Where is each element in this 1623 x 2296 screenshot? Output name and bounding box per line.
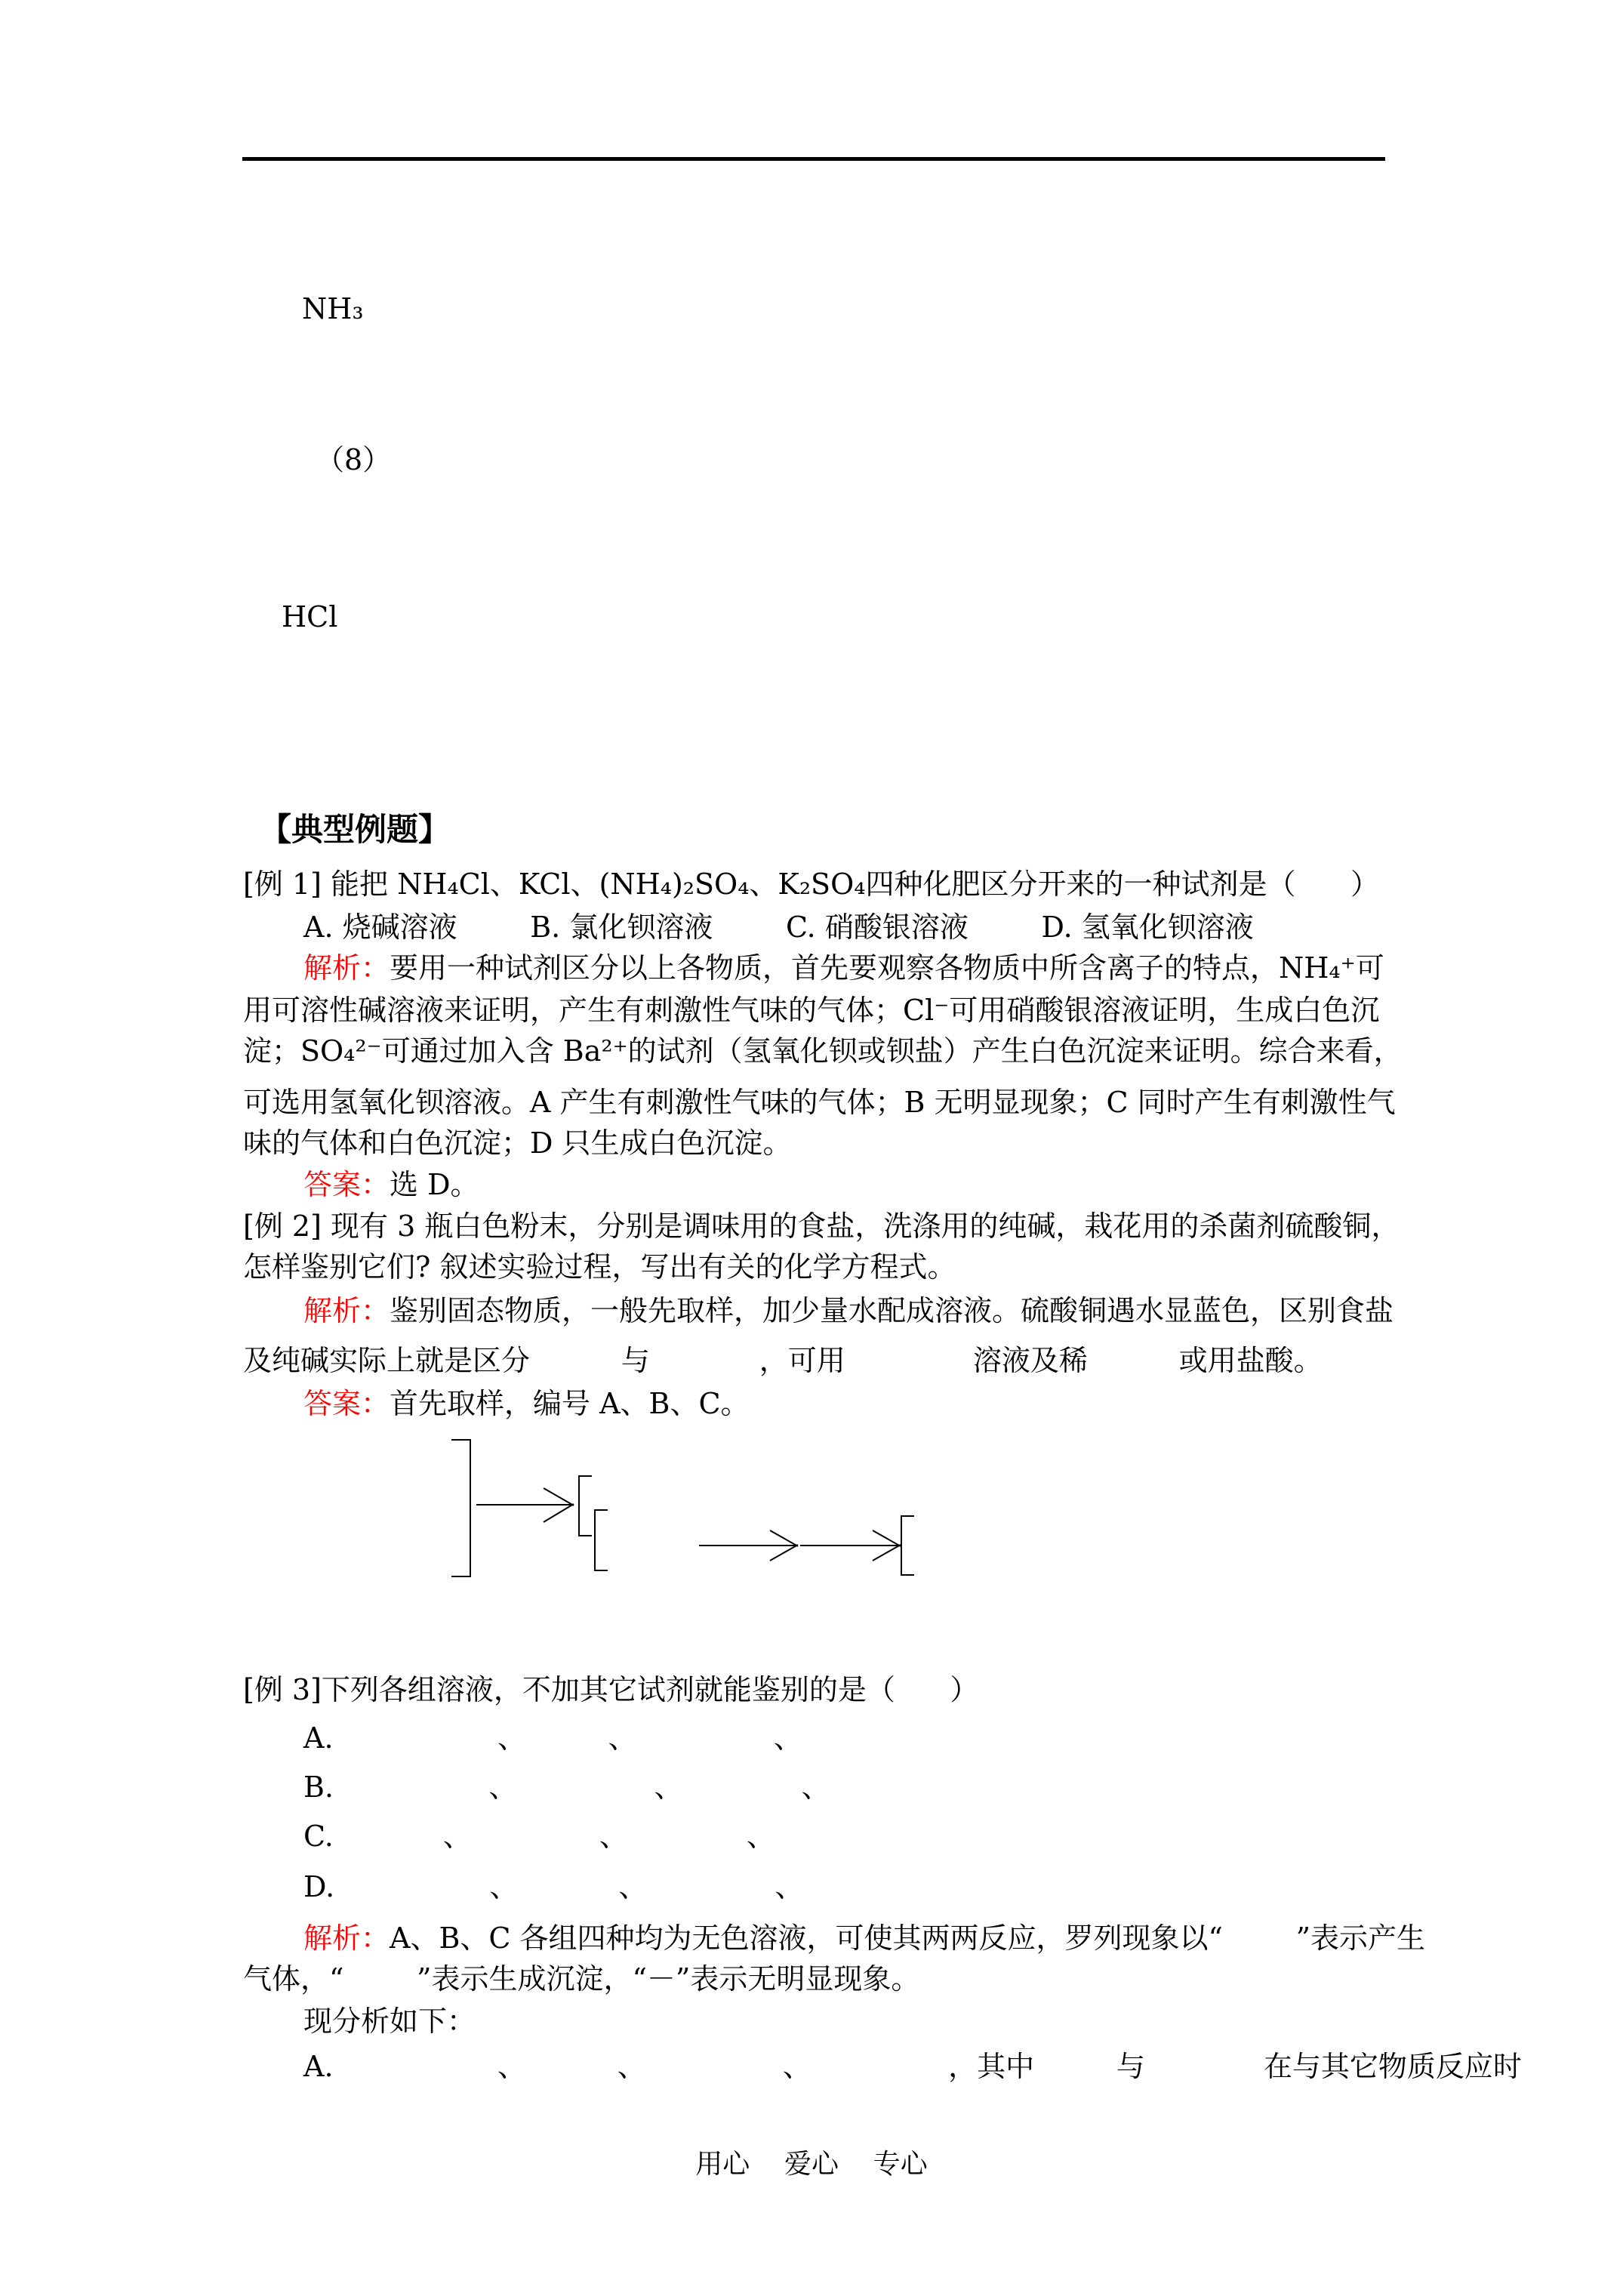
ex1-analysis-text-1: 要用一种试剂区分以上各物质，首先要观察各物质中所含离子的特点，NH₄⁺可 (390, 951, 1384, 985)
ex1-analysis-line-5: 味的气体和白色沉淀；D 只生成白色沉淀。 (243, 1126, 792, 1160)
ex1-analysis-line-1 (303, 951, 1384, 985)
ex2-answer-text: 首先取样，编号 A、B、C。 (390, 1387, 750, 1420)
ex1-question: [例 1] 能把 NH₄Cl、KCl、(NH₄)₂SO₄、K₂SO₄四种化肥区分开来的一种试剂是（ ） (243, 868, 1379, 901)
section-title: 【典型例题】 (260, 811, 451, 848)
ex3-analysis-line-1 (303, 1921, 1425, 1955)
ex3-analysis-note: 现分析如下： (303, 2005, 476, 2038)
ex3-option-c: C. 、 、 、 (303, 1820, 775, 1853)
header-rule (242, 157, 1385, 161)
ex1-analysis-line-4: 可选用氢氧化钡溶液。A 产生有刺激性气味的气体；B 无明显现象；C 同时产生有刺激性气 (243, 1086, 1396, 1119)
ex3-analysis-label: 解析： (303, 1922, 390, 1955)
ex2-analysis-line-1 (303, 1293, 1394, 1328)
ex2-analysis-label: 解析： (303, 1294, 390, 1327)
diagram-bracket-main (451, 1440, 470, 1576)
ex2-answer-line (303, 1386, 750, 1421)
ex1-options: A. 烧碱溶液 B. 氯化钡溶液 C. 硝酸银溶液 D. 氢氧化钡溶液 (303, 911, 1254, 944)
ex2-answer-label: 答案： (303, 1387, 390, 1420)
hcl-formula: HCl (282, 600, 338, 633)
ex3-option-a: A. 、 、 、 (303, 1721, 802, 1755)
ex3-analysis-text-1: A、B、C 各组四种均为无色溶液，可使其两两反应，罗列现象以“ ”表示产生 (390, 1922, 1426, 1955)
ex2-question-line-1: [例 2] 现有 3 瓶白色粉末，分别是调味用的食盐，洗涤用的纯碱，栽花用的杀菌剂硫酸铜， (243, 1210, 1400, 1243)
footer-text: 用心 爱心 专心 (695, 2149, 928, 2180)
nh3-formula: NH₃ (302, 292, 364, 325)
item-8-label: （8） (316, 443, 392, 476)
ex2-analysis-text-1: 鉴别固态物质，一般先取样，加少量水配成溶液。硫酸铜遇水显蓝色，区别食盐 (390, 1294, 1394, 1327)
ex2-question-line-2: 怎样鉴别它们? 叙述实验过程，写出有关的化学方程式。 (243, 1250, 956, 1284)
ex1-analysis-line-2: 用可溶性碱溶液来证明，产生有刺激性气味的气体；Cl⁻可用硝酸银溶液证明，生成白色沉 (243, 994, 1380, 1027)
ex3-question: [例 3]下列各组溶液，不加其它试剂就能鉴别的是（ ） (243, 1673, 979, 1706)
ex3-analysis-case-a: A. 、 、 、 ，其中 与 在与其它物质反应时 (303, 2050, 1522, 2083)
diagram-bracket-lower (595, 1510, 608, 1570)
ex3-option-d: D. 、 、 、 (303, 1870, 804, 1903)
diagram-bracket-result (901, 1516, 914, 1575)
ex1-analysis-label: 解析： (303, 951, 390, 985)
ex3-option-b: B. 、 、 、 (303, 1771, 830, 1804)
ex1-analysis-line-3: 淀；SO₄²⁻可通过加入含 Ba²⁺的试剂（氢氧化钡或钡盐）产生白色沉淀来证明。综合来看， (243, 1034, 1403, 1068)
ex2-analysis-line-2: 及纯碱实际上就是区分 与 ，可用 溶液及稀 或用盐酸。 (243, 1344, 1323, 1377)
ex1-answer-label: 答案： (303, 1168, 390, 1201)
flow-diagram (423, 1431, 936, 1589)
diagram-bracket-upper (579, 1476, 592, 1536)
ex3-analysis-line-2: 气体，“ ”表示生成沉淀，“－”表示无明显现象。 (243, 1962, 920, 1996)
ex1-answer-line (303, 1167, 479, 1202)
ex1-answer-text: 选 D。 (390, 1168, 479, 1201)
